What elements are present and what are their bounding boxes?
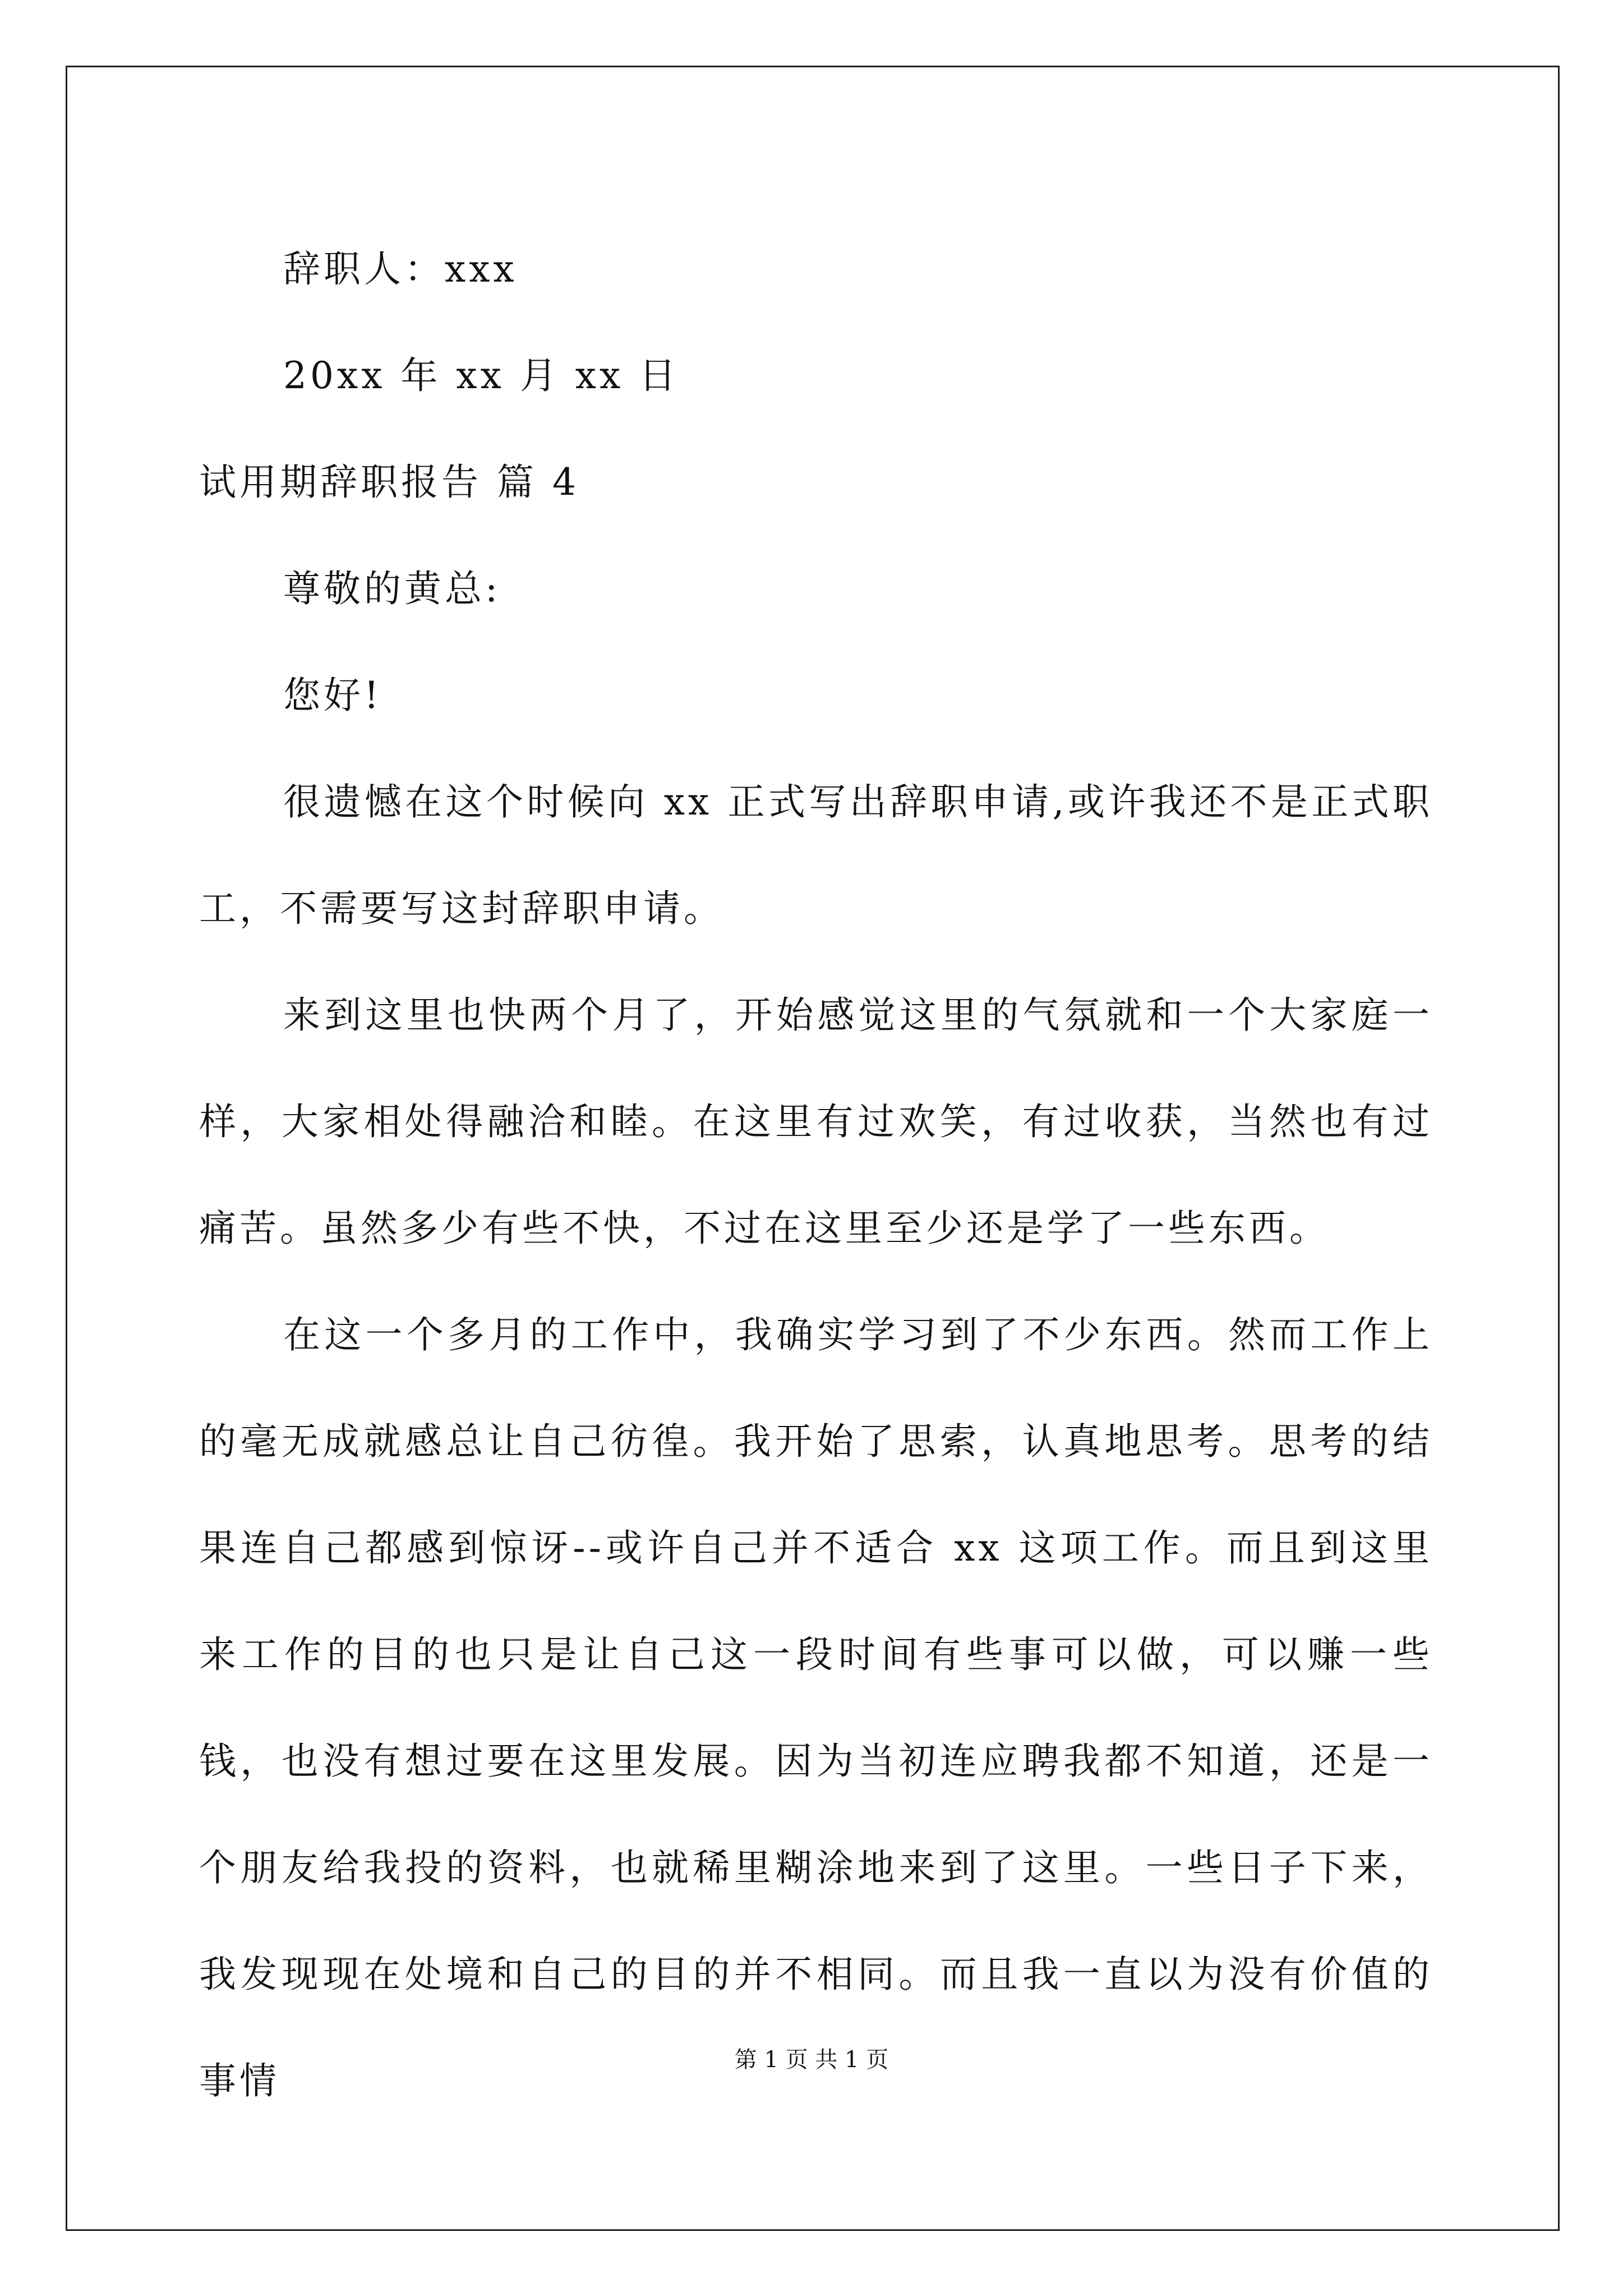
paragraph: 来到这里也快两个月了，开始感觉这里的气氛就和一个大家庭一样，大家相处得融洽和睦。在这里有过欢笑，有过收获，当然也有过痛苦。虽然多少有些不快，不过在这里至少还是学了一些东西。 [199,993,1433,1250]
date-line: 20xx 年 xx 月 xx 日 [283,354,680,397]
salutation: 尊敬的黄总: [283,567,501,610]
page-footer: 第 1 页 共 1 页 [734,2047,889,2073]
document-body [199,216,1433,2134]
section-title: 试用期辞职报告 篇 4 [199,461,579,504]
body-paragraphs [199,749,1433,2134]
signer-line: 辞职人：xxx [283,247,518,291]
paragraph: 在这一个多月的工作中，我确实学习到了不少东西。然而工作上的毫无成就感总让自己彷徨。我开始了思索，认真地思考。思考的结果连自己都感到惊讶--或许自己并不适合 xx 这项工作。而且到这里来工作的目的也只是让自己这一段时间有些事可以做，可以赚一些钱，也没有想过要在这里发展。因为当初连应聘我都不知道，还是一个朋友给我投的资料，也就稀里糊涂地来到了这里。一些日子下来，我发现现在处境和自己的目的并不相同。而且我一直以为没有价值的事情 [199,1313,1433,2102]
greeting: 您好! [283,674,382,717]
paragraph: 很遗憾在这个时候向 xx 正式写出辞职申请,或许我还不是正式职工，不需要写这封辞职申请。 [199,780,1433,930]
